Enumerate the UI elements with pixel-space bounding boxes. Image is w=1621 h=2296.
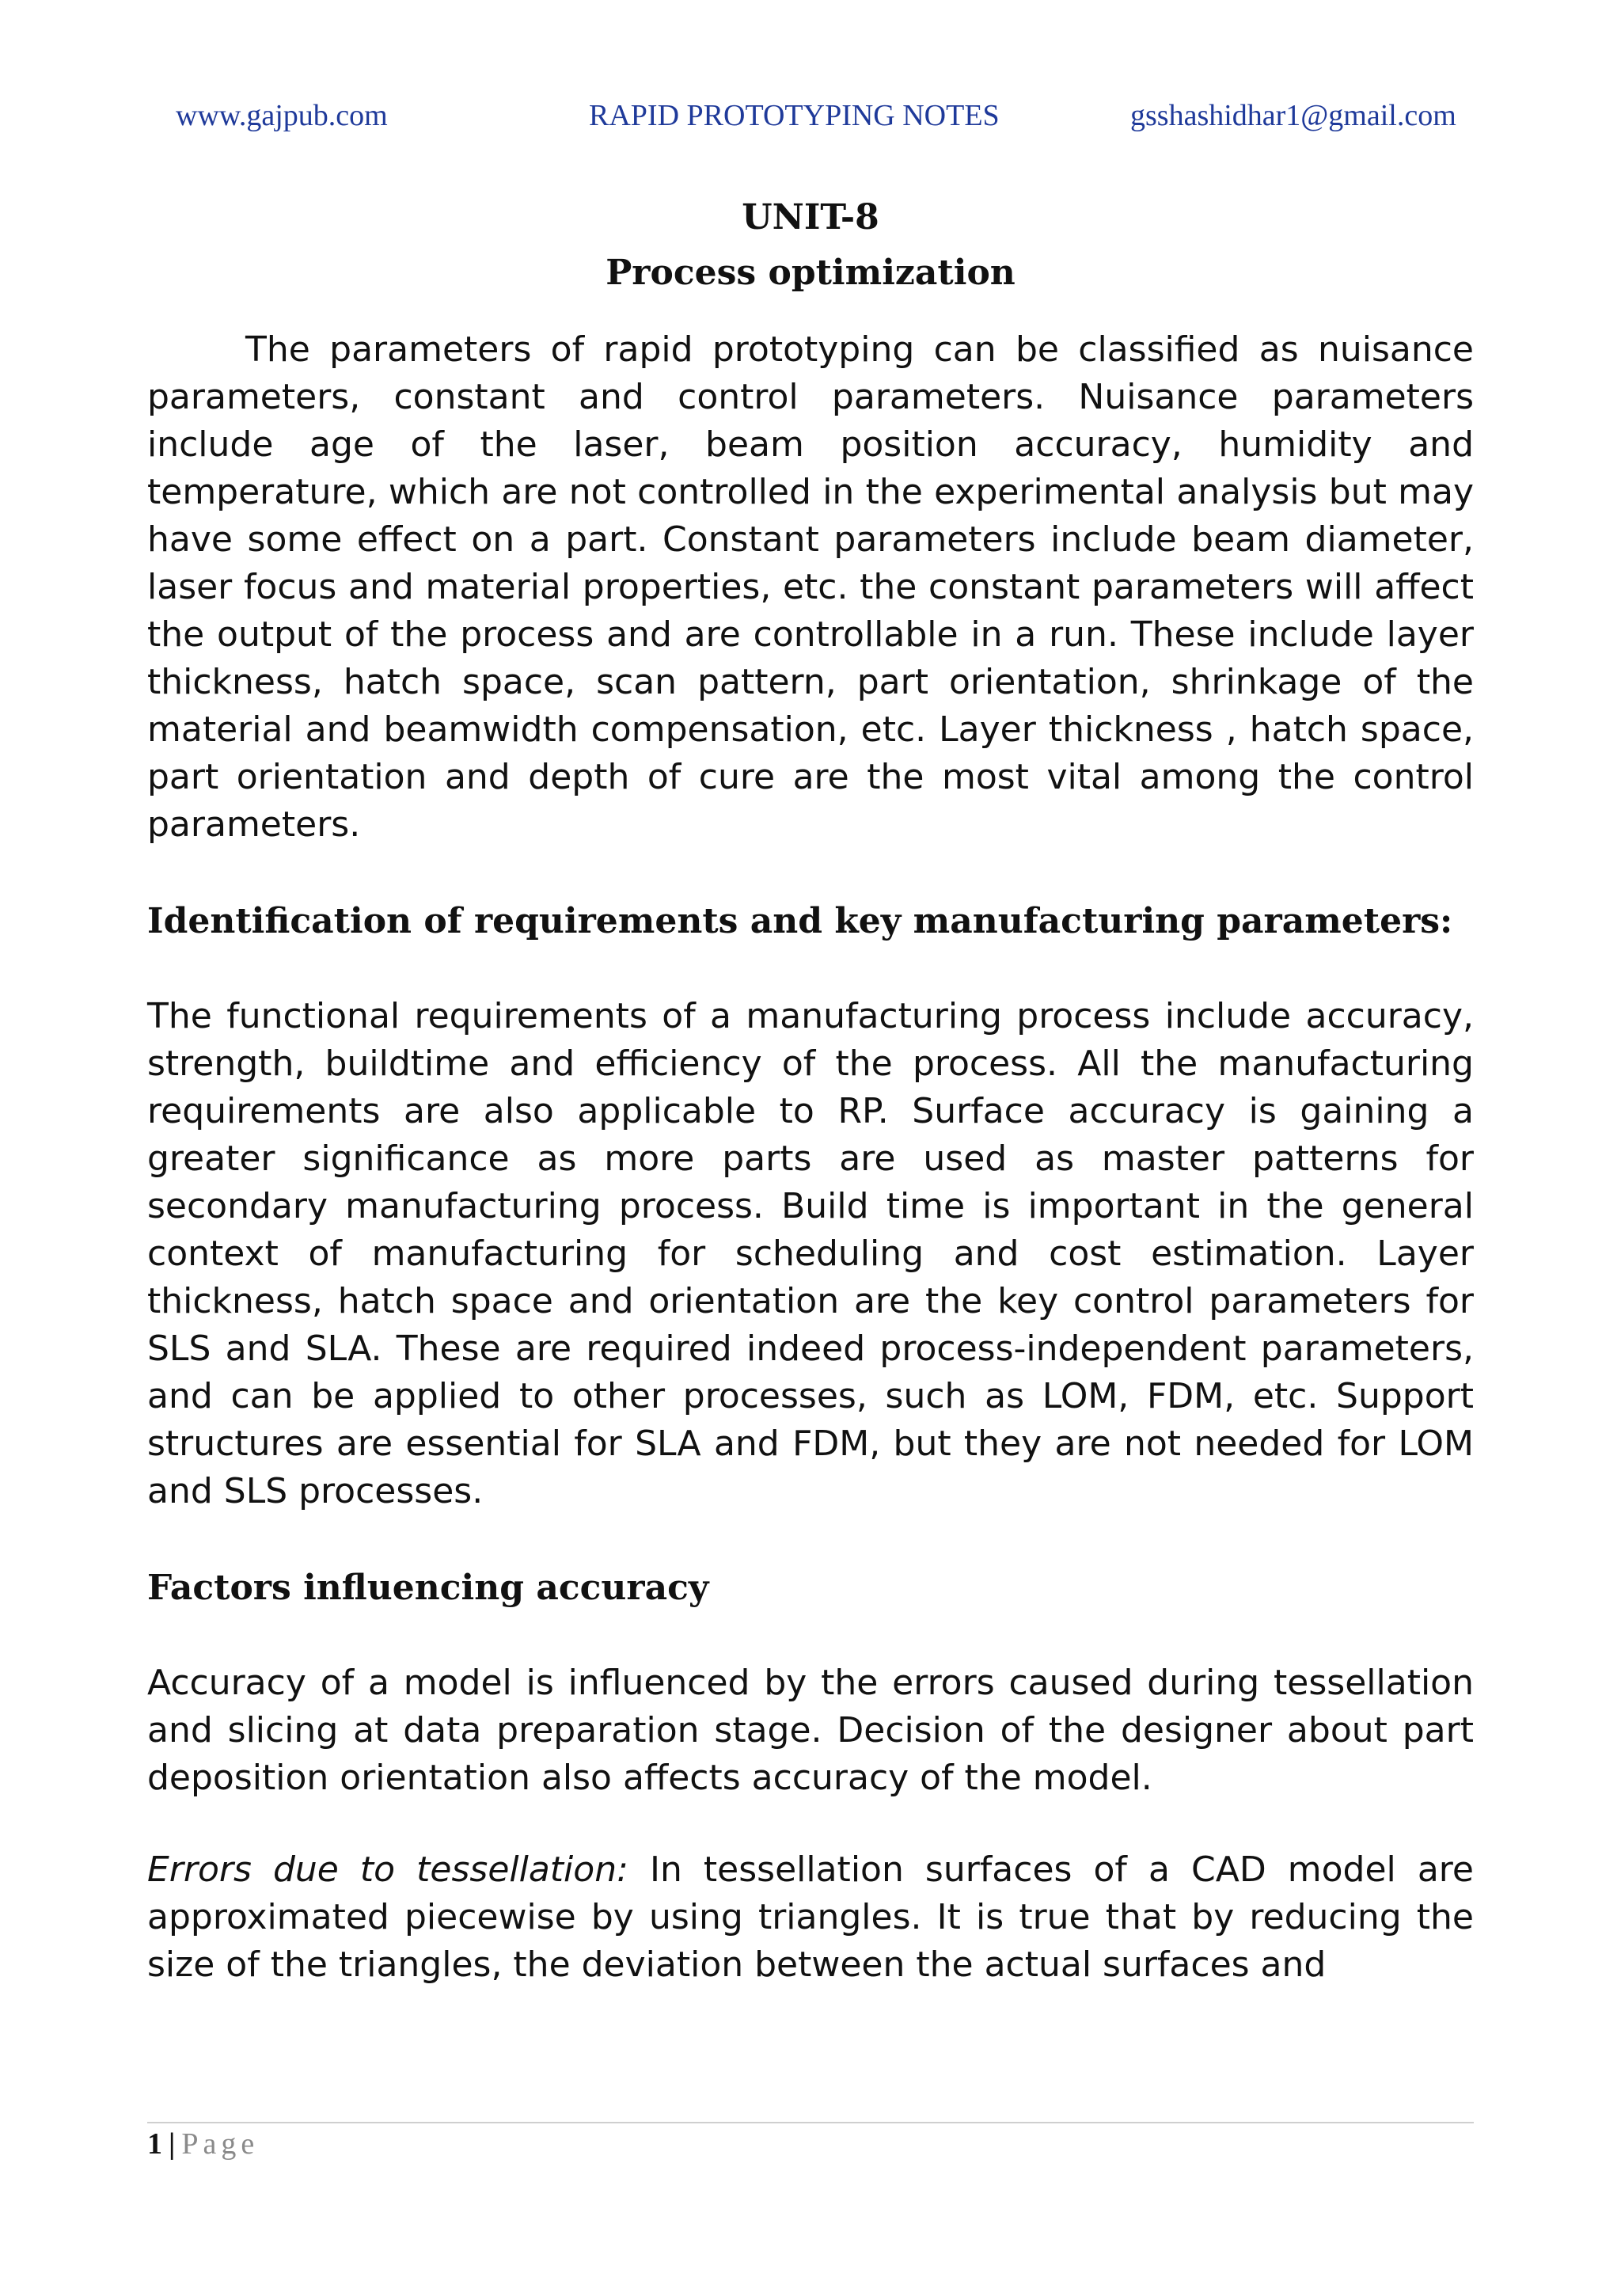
tessellation-body: In tessellation surfaces of a CAD model are approximated piecewise by using triangles. It is true that by reducing the size of the triangles, the deviation between the actual surfaces and bbox=[147, 1849, 1474, 1985]
intro-paragraph: The parameters of rapid prototyping can be classified as nuisance parameters, constant and control parameters. Nuisance parameters include age of the laser, beam position accuracy, humidity and temperature, which are not controlled in the experimental analysis but may have some effect on a part. Constant parameters include beam diameter, laser focus and material properties, etc. the constant parameters will affect the output of the process and are controllable in a run. These include layer thickness, hatch space, scan pattern, part orientation, shrinkage of the material and beamwidth compensation, etc. Layer thickness , hatch space, part orientation and depth of cure are the most vital among the control parameters. bbox=[147, 329, 1474, 845]
title-block bbox=[147, 190, 1474, 301]
unit-title: UNIT-8 bbox=[742, 197, 879, 238]
requirements-paragraph: The functional requirements of a manufacturing process include accuracy, strength, buildtime and efficiency of the process. All the manufacturing requirements are also applicable to RP. Surface accuracy is gaining a greater significance as more parts are used as master patterns for secondary manufacturing process. Build time is important in the general context of manufacturing for scheduling and cost estimation. Layer thickness, hatch space and orientation are the key control parameters for SLS and SLA. These are required indeed process-independent parameters, and can be applied to other processes, such as LOM, FDM, etc. Support structures are essential for SLA and FDM, but they are not needed for LOM and SLS processes. bbox=[147, 996, 1474, 1511]
section-heading-requirements: Identification of requirements and key manufacturing parameters: bbox=[147, 901, 1453, 941]
header-document-title: RAPID PROTOTYPING NOTES bbox=[589, 99, 1000, 132]
header-website: www.gajpub.com bbox=[176, 99, 388, 132]
header-email: gsshashidhar1@gmail.com bbox=[1130, 99, 1456, 132]
page-header bbox=[0, 98, 1621, 136]
page-footer bbox=[147, 2127, 259, 2161]
footer-separator: | bbox=[169, 2127, 176, 2161]
page-label: Page bbox=[181, 2127, 260, 2161]
page-content bbox=[147, 190, 1474, 1989]
tessellation-lead: Errors due to tessellation: bbox=[147, 1849, 628, 1890]
section-heading-accuracy: Factors influencing accuracy bbox=[147, 1568, 709, 1608]
footer-divider bbox=[147, 2122, 1474, 2123]
accuracy-paragraph: Accuracy of a model is influenced by the errors caused during tessellation and slicing at data preparation stage. Decision of the designer about part deposition orientation also affects accuracy of the model. bbox=[147, 1663, 1474, 1798]
page-number: 1 bbox=[147, 2127, 162, 2161]
unit-subtitle: Process optimization bbox=[606, 253, 1015, 293]
tessellation-paragraph bbox=[147, 1846, 1474, 1989]
